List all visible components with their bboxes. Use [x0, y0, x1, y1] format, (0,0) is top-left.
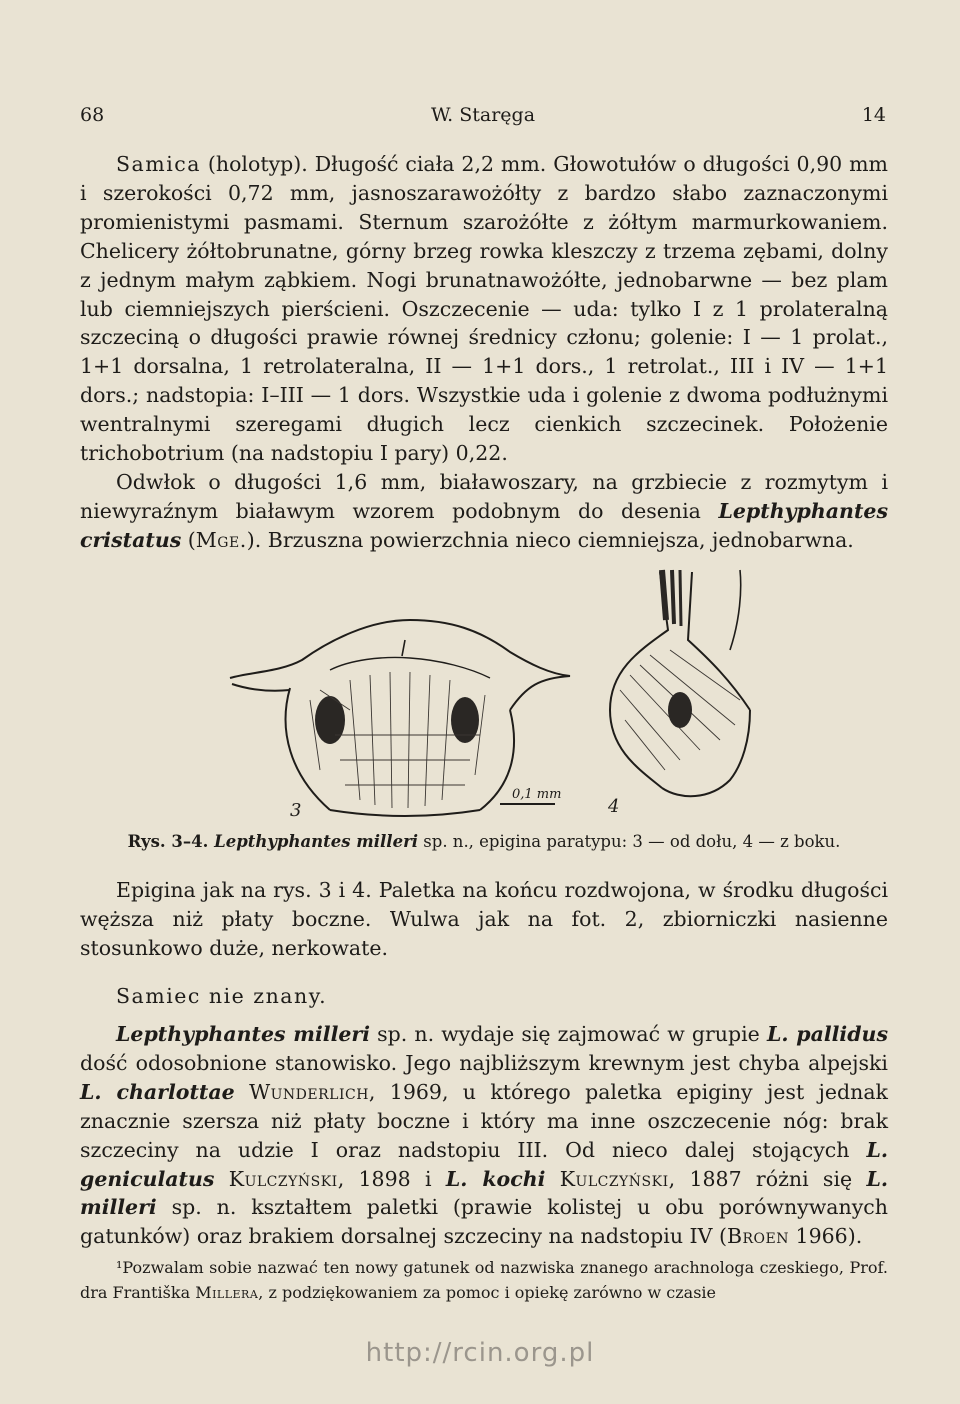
author-name: Mge.	[195, 527, 247, 552]
description-male	[80, 982, 888, 1011]
term-samica: Samica	[116, 152, 201, 176]
paragraph-discussion: Lepthyphantes milleri sp. n. wydaje się zajmować w grupie L. pallidus dość odosobnione stanowisko. Jego najbliższym krewnym jest chyba alpejski L. charlottae Wunderlich, 1969, u którego paletka epiginy jest jednak znacznie szersza niż płaty boczne i który ma inne oszczecenie nóg: brak szczeciny na udzie I oraz nadstopiu III. Od nieco dalej stojących L. geniculatus Kulczyński, 1898 i L. kochi Kulczyński, 1887 różni się L. milleri sp. n. kształtem paletki (prawie kolistej u obu porównywanych gatunków) oraz brakiem dorsalnej szczeciny na nadstopiu IV (Broen 1966).	[80, 1022, 888, 1249]
watermark-url: http://rcin.org.pl	[365, 1338, 595, 1368]
footnote-text: ¹Pozwalam sobie nazwać ten nowy gatunek od nazwiska znanego arachnologa czeskiego, Prof. dra Františka Millera, z podziękowaniem za pomoc i opiekę zarówno w czasie	[80, 1258, 888, 1302]
paragraph-male: Samiec nie znany.	[116, 984, 328, 1008]
figure-4-lateral	[610, 570, 750, 796]
description-female	[80, 150, 888, 555]
figure-epigyne	[210, 560, 770, 820]
discussion	[80, 1020, 888, 1251]
paragraph-epigyne: Epigina jak na rys. 3 i 4. Paletka na końcu rozdwojona, w środku długości węższa niż płaty boczne. Wulwa jak na fot. 2, zbiorniczki nasienne stosunkowo duże, nerkowate.	[80, 878, 888, 960]
page-number: 68	[80, 104, 105, 126]
footnote	[80, 1255, 888, 1305]
paragraph-abdomen: Odwłok o długości 1,6 mm, białawoszary, na grzbiecie z rozmytym i niewyraźnym białawym wzorem podobnym do desenia Lepthyphantes cristatus (Mge.). Brzuszna powierzchnia nieco ciemniejsza, jednobarwna.	[80, 469, 888, 552]
figure-caption: Rys. 3–4. Lepthyphantes milleri sp. n., epigina paratypu: 3 — od dołu, 4 — z boku.	[127, 832, 841, 851]
footnote-mark: ¹	[116, 1258, 123, 1277]
figure-label-4: 4	[608, 796, 620, 817]
running-author: W. Staręga	[430, 104, 536, 126]
section-number: 14	[861, 104, 886, 126]
running-header	[80, 104, 886, 134]
figure-label-3: 3	[290, 800, 302, 820]
description-epigyne	[80, 876, 888, 963]
caption-species: Lepthyphantes milleri	[214, 832, 419, 851]
species-name: Lepthyphantes cristatus	[80, 498, 888, 552]
paragraph-holotype: Samica (holotyp). Długość ciała 2,2 mm. Głowotułów o długości 0,90 mm i szerokości 0,72 mm, jasnoszarawożółty z bardzo słabo zaznaczonymi promienistymi pasmami. Sternum szarożółte z żółtym marmurkowaniem. Chelicery żółtobrunatne, górny brzeg rowka kleszczy z trzema zębami, dolny z jednym małym ząbkiem. Nogi brunatnawożółte, jednobarwne — bez plam lub ciemniejszych pierścieni. Oszczecenie — uda: tylko I z 1 prolateralną szczeciną o długości prawie równej średnicy członu; golenie: I — 1 prolat., 1+1 dorsalna, 1 retrolateralna, II — 1+1 dors., 1 retrolat., III i IV — 1+1 dors.; nadstopia: I–III — 1 dors. Wszystkie uda i golenie z dwoma podłużnymi wentralnymi szeregami długich lecz cienkich szczecinek. Położenie trichobotrium (na nadstopiu I pary) 0,22.	[80, 152, 888, 466]
scale-bar-label: 0,1 mm	[512, 787, 562, 802]
